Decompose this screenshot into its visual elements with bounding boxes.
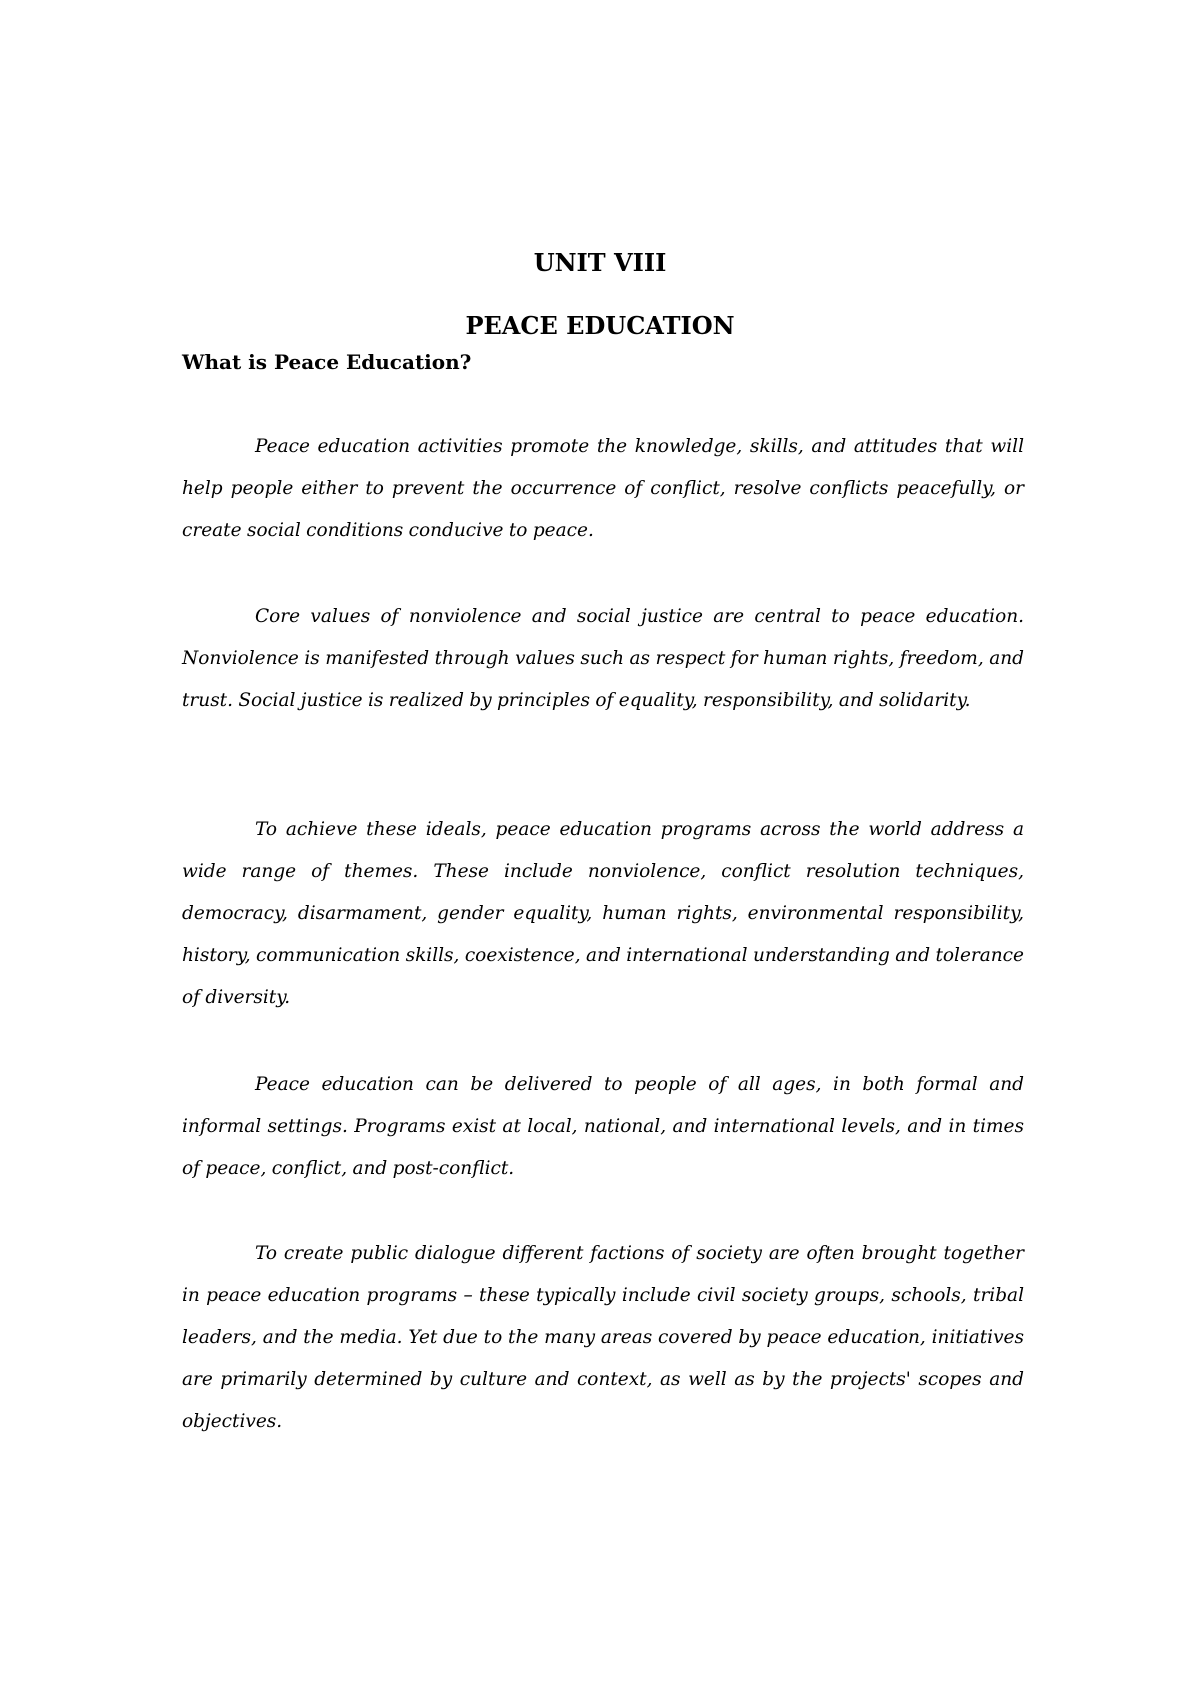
paragraph: Peace education can be delivered to people of all ages, in both formal and informal settings. Programs exist at local, national, and international levels, and in times of peace, conflict, and post-conflict. bbox=[182, 1074, 1024, 1179]
paragraph: To create public dialogue different factions of society are often brought together in peace education programs – these typically include civil society groups, schools, tribal leaders, and the media. Yet due to the many areas covered by peace education, initiatives are primarily determined by culture and context, as well as by the projects' scopes and objectives. bbox=[182, 1243, 1024, 1432]
paragraph: To achieve these ideals, peace education programs across the world address a wide range of themes. These include nonviolence, conflict resolution techniques, democracy, disarmament, gender equality, human rights, environmental responsibility, history, communication skills, coexistence, and international understanding and tolerance of diversity. bbox=[182, 819, 1024, 1008]
section-heading: What is Peace Education? bbox=[182, 350, 472, 374]
paragraph: Core values of nonviolence and social justice are central to peace education. Nonviolence is manifested through values such as respect for human rights, freedom, and trust. Social justice is realized by principles of equality, responsibility, and solidarity. bbox=[182, 606, 1024, 711]
unit-title: UNIT VIII bbox=[533, 248, 667, 277]
page-title: PEACE EDUCATION bbox=[465, 311, 735, 340]
paragraph: Peace education activities promote the knowledge, skills, and attitudes that will help people either to prevent the occurrence of conflict, resolve conflicts peacefully, or create social conditions conducive to peace. bbox=[182, 436, 1024, 541]
